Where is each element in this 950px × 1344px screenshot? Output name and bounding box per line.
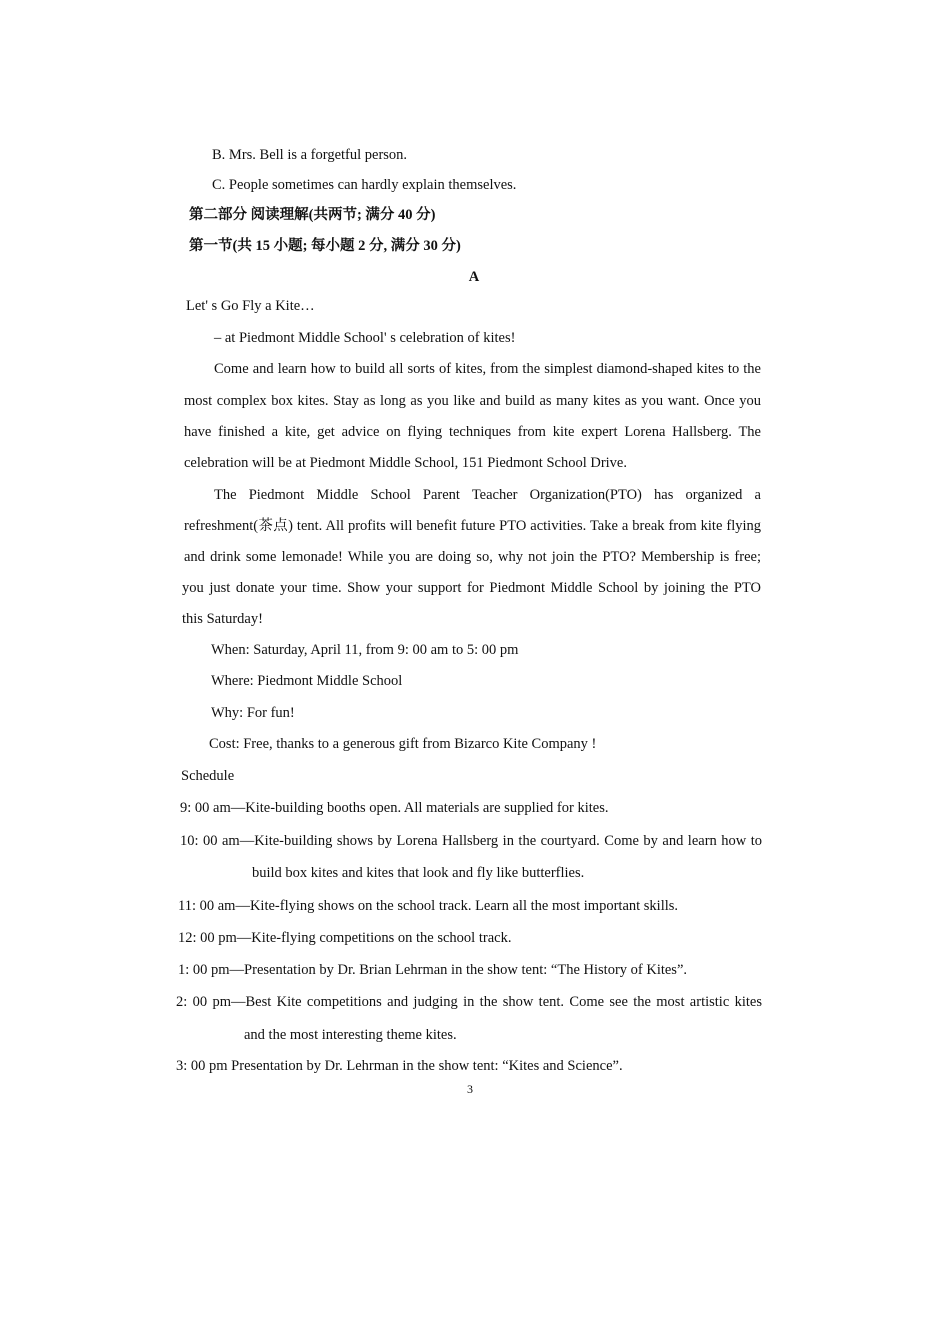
option-b: B. Mrs. Bell is a forgetful person.	[212, 147, 408, 163]
paragraph-2-line-1: The Piedmont Middle School Parent Teacher Organization(PTO) has organized a	[214, 487, 761, 503]
paragraph-2-line-3: and drink some lemonade! While you are doing so, why not join the PTO? Membership is free;	[184, 549, 761, 565]
paragraph-2-line-2: refreshment(茶点) tent. All profits will benefit future PTO activities. Take a break from kite flying	[184, 518, 761, 534]
paragraph-2-line-5: this Saturday!	[182, 611, 263, 627]
paragraph-2-line-4: you just donate your time. Show your support for Piedmont Middle School by joining the PTO	[182, 580, 761, 596]
paragraph-1-line-1: Come and learn how to build all sorts of kites, from the simplest diamond-shaped kites to the	[214, 361, 761, 377]
section-one-heading: 第一节(共 15 小题; 每小题 2 分, 满分 30 分)	[189, 238, 461, 254]
schedule-item-2-continuation: build box kites and kites that look and fly like butterflies.	[252, 865, 585, 881]
event-cost: Cost: Free, thanks to a generous gift from Bizarco Kite Company !	[209, 736, 597, 752]
schedule-item-6: 2: 00 pm—Best Kite competitions and judging in the show tent. Come see the most artistic kites	[176, 994, 762, 1010]
schedule-item-4: 12: 00 pm—Kite-flying competitions on the school track.	[178, 930, 512, 946]
event-where: Where: Piedmont Middle School	[211, 673, 403, 689]
schedule-heading: Schedule	[181, 768, 235, 784]
paragraph-1-line-3: have finished a kite, get advice on flying techniques from kite expert Lorena Hallsberg. The	[184, 424, 761, 440]
event-when: When: Saturday, April 11, from 9: 00 am to 5: 00 pm	[211, 642, 519, 658]
schedule-item-6-continuation: and the most interesting theme kites.	[244, 1027, 457, 1043]
schedule-item-5: 1: 00 pm—Presentation by Dr. Brian Lehrman in the show tent: “The History of Kites”.	[178, 962, 688, 978]
paragraph-1-line-4: celebration will be at Piedmont Middle School, 151 Piedmont School Drive.	[184, 455, 627, 471]
schedule-item-2: 10: 00 am—Kite-building shows by Lorena Hallsberg in the courtyard. Come by and learn how to	[180, 833, 762, 849]
part-two-heading: 第二部分 阅读理解(共两节; 满分 40 分)	[189, 207, 436, 223]
schedule-item-3: 11: 00 am—Kite-flying shows on the school track. Learn all the most important skills.	[178, 898, 679, 914]
option-c: C. People sometimes can hardly explain themselves.	[212, 177, 517, 193]
schedule-item-1: 9: 00 am—Kite-building booths open. All materials are supplied for kites.	[180, 800, 609, 816]
schedule-item-7: 3: 00 pm Presentation by Dr. Lehrman in the show tent: “Kites and Science”.	[176, 1058, 623, 1074]
passage-subtitle: – at Piedmont Middle School' s celebration of kites!	[214, 330, 516, 346]
page-number: 3	[467, 1082, 473, 1096]
paragraph-1-line-2: most complex box kites. Stay as long as you like and build as many kites as you want. Once you	[184, 393, 761, 409]
passage-label: A	[468, 269, 480, 285]
event-why: Why: For fun!	[211, 705, 295, 721]
passage-title: Let' s Go Fly a Kite…	[186, 298, 315, 314]
